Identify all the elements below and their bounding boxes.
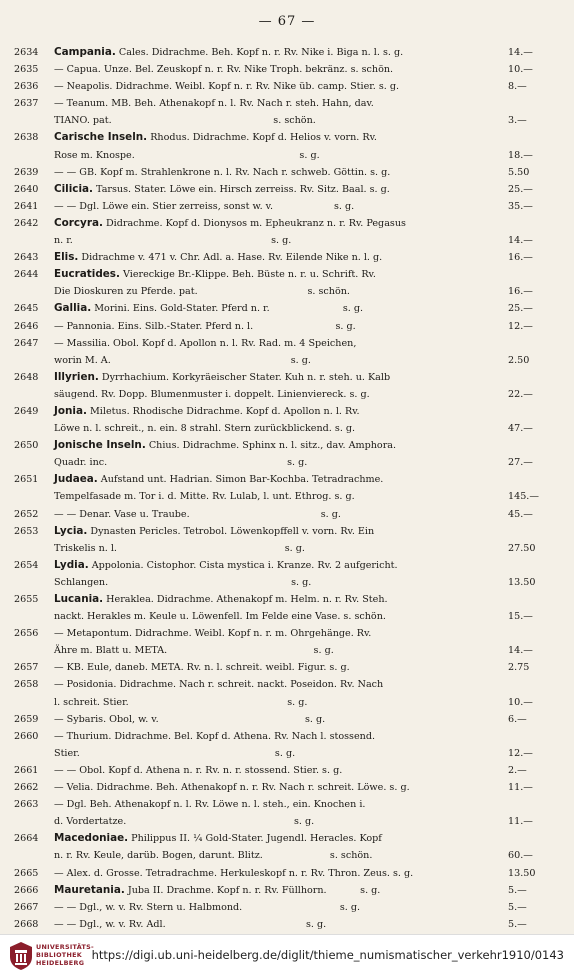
entry-price: 8.— xyxy=(508,81,527,93)
entry-line xyxy=(14,147,560,164)
entry-description: nackt. Herakles m. Keule u. Löwenfell. Im Felde eine Vase. s. schön. xyxy=(54,611,386,623)
entry-line xyxy=(14,249,560,266)
entry-description: — — GB. Kopf m. Strahlenkrone n. l. Rv. Nach r. schweb. Göttin. s. g. xyxy=(54,166,391,178)
catalog-entry xyxy=(14,95,560,129)
entry-line xyxy=(14,728,560,745)
viewer-footer xyxy=(0,934,574,978)
catalog-entry xyxy=(14,591,560,625)
entry-line xyxy=(14,488,560,505)
region-title: Elis. xyxy=(54,251,79,264)
entry-description: Viereckige Br.-Klippe. Beh. Büste n. r. u. Schrift. Rv. xyxy=(119,269,376,281)
entry-line xyxy=(14,711,560,728)
entry-line xyxy=(14,642,560,659)
entry-number: 2650 xyxy=(14,440,39,452)
catalog-entries xyxy=(14,44,560,934)
entry-description: Tempelfasade m. Tor i. d. Mitte. Rv. Lulab, l. unt. Ethrog. s. g. xyxy=(54,491,355,503)
entry-number: 2649 xyxy=(14,405,39,417)
catalog-entry xyxy=(14,215,560,249)
entry-description: Triskelis n. l. s. g. xyxy=(54,542,305,554)
catalog-entry xyxy=(14,523,560,557)
entry-price: 10.— xyxy=(508,696,533,708)
entry-price: 145.— xyxy=(508,491,539,503)
entry-line xyxy=(14,403,560,420)
catalog-entry xyxy=(14,78,560,95)
entry-price: 15.— xyxy=(508,611,533,623)
entry-number: 2657 xyxy=(14,662,39,674)
catalog-entry xyxy=(14,471,560,505)
entry-number: 2659 xyxy=(14,713,39,725)
entry-line xyxy=(14,745,560,762)
entry-number: 2661 xyxy=(14,764,39,776)
entry-line xyxy=(14,882,560,899)
entry-description: — Metapontum. Didrachme. Weibl. Kopf n. r. m. Ohrgehänge. Rv. xyxy=(54,628,372,640)
entry-number: 2665 xyxy=(14,867,39,879)
catalog-entry xyxy=(14,676,560,710)
entry-line xyxy=(14,95,560,112)
catalog-entry xyxy=(14,369,560,403)
entry-price: 16.— xyxy=(508,252,533,264)
region-title: Macedoniae. xyxy=(54,832,129,845)
entry-description: Morini. Eins. Gold-Stater. Pferd n. r. s. g. xyxy=(91,303,364,315)
entry-price: 45.— xyxy=(508,508,533,520)
entry-price: 5.— xyxy=(508,901,527,913)
entry-description: Die Dioskuren zu Pferde. pat. s. schön. xyxy=(54,286,350,298)
entry-line xyxy=(14,266,560,283)
entry-number: 2666 xyxy=(14,884,39,896)
entry-line xyxy=(14,318,560,335)
entry-description: — Capua. Unze. Bel. Zeuskopf n. r. Rv. Nike Troph. bekränz. s. schön. xyxy=(54,64,394,76)
entry-description: — Posidonia. Didrachme. Nach r. schreit. nackt. Poseidon. Rv. Nach xyxy=(54,679,384,691)
entry-line xyxy=(14,659,560,676)
entry-description: — — Obol. Kopf d. Athena n. r. Rv. n. r. stossend. Stier. s. g. xyxy=(54,764,343,776)
entry-description: Quadr. inc. s. g. xyxy=(54,457,308,469)
region-title: Illyrien. xyxy=(54,370,99,383)
entry-description: Rose m. Knospe. s. g. xyxy=(54,149,320,161)
entry-line xyxy=(14,78,560,95)
catalog-entry xyxy=(14,899,560,916)
entry-line xyxy=(14,574,560,591)
entry-number: 2654 xyxy=(14,559,39,571)
entry-description: — — Dgl., w. v. Rv. Adl. s. g. xyxy=(54,918,327,930)
entry-number: 2662 xyxy=(14,782,39,794)
entry-description: Philippus II. ¼ Gold-Stater. Jugendl. Heracles. Kopf xyxy=(128,833,382,845)
catalog-entry xyxy=(14,335,560,369)
entry-number: 2651 xyxy=(14,474,39,486)
entry-line xyxy=(14,865,560,882)
entry-description: Dynasten Pericles. Tetrobol. Löwenkopffell v. vorn. Rv. Ein xyxy=(87,525,375,537)
entry-number: 2637 xyxy=(14,98,39,110)
entry-description: Schlangen. s. g. xyxy=(54,576,312,588)
entry-description: worin M. A. s. g. xyxy=(54,354,311,366)
catalog-entry xyxy=(14,625,560,659)
entry-number: 2658 xyxy=(14,679,39,691)
entry-description: — Neapolis. Didrachme. Weibl. Kopf n. r. Rv. Nike üb. camp. Stier. s. g. xyxy=(54,81,400,93)
entry-description: — KB. Eule, daneb. META. Rv. n. l. schreit. weibl. Figur. s. g. xyxy=(54,662,350,674)
entry-description: Stier. s. g. xyxy=(54,747,296,759)
catalog-entry xyxy=(14,830,560,864)
catalog-entry xyxy=(14,437,560,471)
entry-number: 2643 xyxy=(14,252,39,264)
catalog-entry xyxy=(14,557,560,591)
entry-price: 14.— xyxy=(508,645,533,657)
entry-price: 5.— xyxy=(508,918,527,930)
entry-price: 22.— xyxy=(508,388,533,400)
entry-number: 2656 xyxy=(14,628,39,640)
entry-price: 12.— xyxy=(508,747,533,759)
entry-line xyxy=(14,335,560,352)
entry-price: 35.— xyxy=(508,200,533,212)
entry-description: — Thurium. Didrachme. Bel. Kopf d. Athena. Rv. Nach l. stossend. xyxy=(54,730,376,742)
entry-description: — Massilia. Obol. Kopf d. Apollon n. l. Rv. Rad. m. 4 Speichen, xyxy=(54,337,357,349)
entry-description: säugend. Rv. Dopp. Blumenmuster i. doppelt. Linienviereck. s. g. xyxy=(54,388,370,400)
entry-number: 2634 xyxy=(14,47,39,58)
entry-price: 10.— xyxy=(508,64,533,76)
entry-description: — — Dgl. Löwe ein. Stier zerreiss, sonst w. v. s. g. xyxy=(54,200,355,212)
entry-number: 2638 xyxy=(14,132,39,144)
catalog-entry xyxy=(14,882,560,899)
region-title: Gallia. xyxy=(54,302,92,315)
entry-number: 2639 xyxy=(14,166,39,178)
entry-number: 2664 xyxy=(14,833,39,845)
entry-description: — Velia. Didrachme. Beh. Athenakopf n. r. Rv. Nach r. schreit. Löwe. s. g. xyxy=(54,782,410,794)
entry-line xyxy=(14,386,560,403)
region-title: Lydia. xyxy=(54,558,89,571)
region-title: Corcyra. xyxy=(54,216,103,229)
entry-line xyxy=(14,591,560,608)
entry-line xyxy=(14,830,560,847)
entry-line xyxy=(14,369,560,386)
entry-number: 2642 xyxy=(14,217,39,229)
catalog-entry xyxy=(14,916,560,933)
catalog-entry xyxy=(14,44,560,61)
entry-description: TIANO. pat. s. schön. xyxy=(54,115,316,127)
entry-description: Didrachme. Kopf d. Dionysos m. Epheukranz n. r. Rv. Pegasus xyxy=(102,217,406,229)
catalog-entry xyxy=(14,865,560,882)
entry-number: 2648 xyxy=(14,371,39,383)
region-title: Campania. xyxy=(54,46,116,58)
region-title: Lycia. xyxy=(54,524,88,537)
entry-price: 2.50 xyxy=(508,354,530,366)
entry-description: l. schreit. Stier. s. g. xyxy=(54,696,308,708)
entry-line xyxy=(14,796,560,813)
entry-line xyxy=(14,129,560,146)
library-name: UNIVERSITÄTS- BIBLIOTHEK HEIDELBERG xyxy=(36,943,94,967)
catalog-entry xyxy=(14,198,560,215)
catalog-entry xyxy=(14,129,560,163)
region-title: Mauretania. xyxy=(54,883,125,896)
catalog-entry xyxy=(14,506,560,523)
entry-description: n. r. Rv. Keule, darüb. Bogen, darunt. Blitz. s. schön. xyxy=(54,850,373,862)
entry-price: 18.— xyxy=(508,149,533,161)
entry-price: 11.— xyxy=(508,782,533,794)
entry-number: 2653 xyxy=(14,525,39,537)
catalog-entry xyxy=(14,181,560,198)
entry-number: 2655 xyxy=(14,594,39,605)
entry-number: 2644 xyxy=(14,269,39,281)
entry-price: 27.— xyxy=(508,457,533,469)
entry-description: n. r. s. g. xyxy=(54,235,292,247)
entry-line xyxy=(14,164,560,181)
entry-line xyxy=(14,181,560,198)
catalog-entry xyxy=(14,318,560,335)
entry-price: 11.— xyxy=(508,816,533,828)
entry-line xyxy=(14,813,560,830)
region-title: Cilicia. xyxy=(54,182,93,195)
region-title: Jonische Inseln. xyxy=(54,439,146,452)
region-title: Judaea. xyxy=(54,473,98,486)
entry-description: — Teanum. MB. Beh. Athenakopf n. l. Rv. Nach r. steh. Hahn, dav. xyxy=(54,98,374,110)
entry-line xyxy=(14,61,560,78)
entry-line xyxy=(14,283,560,300)
entry-line xyxy=(14,625,560,642)
region-title: Jonia. xyxy=(54,404,87,417)
catalog-entry xyxy=(14,659,560,676)
catalog-entry xyxy=(14,796,560,830)
entry-line xyxy=(14,112,560,129)
entry-line xyxy=(14,420,560,437)
entry-description: Tarsus. Stater. Löwe ein. Hirsch zerreiss. Rv. Sitz. Baal. s. g. xyxy=(93,183,390,195)
region-title: Carische Inseln. xyxy=(54,131,148,144)
entry-line xyxy=(14,899,560,916)
entry-number: 2645 xyxy=(14,303,39,315)
entry-line xyxy=(14,540,560,557)
entry-price: 14.— xyxy=(508,47,533,58)
source-url-link[interactable]: https://digi.ub.uni-heidelberg.de/diglit/thieme_numismatischer_verkehr1910/0143 xyxy=(91,948,564,962)
entry-price: 14.— xyxy=(508,235,533,247)
entry-line xyxy=(14,779,560,796)
entry-description: — Sybaris. Obol, w. v. s. g. xyxy=(54,713,326,725)
entry-price: 13.50 xyxy=(508,576,536,588)
entry-description: Heraklea. Didrachme. Athenakopf m. Helm. n. r. Rv. Steh. xyxy=(103,594,388,605)
entry-number: 2647 xyxy=(14,337,39,349)
entry-description: Aufstand unt. Hadrian. Simon Bar-Kochba. Tetradrachme. xyxy=(97,474,384,486)
entry-description: Rhodus. Didrachme. Kopf d. Helios v. vorn. Rv. xyxy=(147,132,377,144)
catalog-entry xyxy=(14,249,560,266)
entry-price: 12.— xyxy=(508,320,533,332)
entry-line xyxy=(14,847,560,864)
entry-price: 16.— xyxy=(508,286,533,298)
catalog-entry xyxy=(14,728,560,762)
entry-price: 6.— xyxy=(508,713,527,725)
entry-description: Chius. Didrachme. Sphinx n. l. sitz., dav. Amphora. xyxy=(145,440,397,452)
entry-price: 60.— xyxy=(508,850,533,862)
entry-line xyxy=(14,762,560,779)
entry-number: 2660 xyxy=(14,730,39,742)
entry-price: 25.— xyxy=(508,303,533,315)
entry-description: — Dgl. Beh. Athenakopf n. l. Rv. Löwe n. l. steh., ein. Knochen i. xyxy=(54,799,366,811)
entry-description: d. Vordertatze. s. g. xyxy=(54,816,315,828)
entry-price: 2.75 xyxy=(508,662,530,674)
catalog-entry xyxy=(14,711,560,728)
entry-price: 27.50 xyxy=(508,542,536,554)
entry-number: 2646 xyxy=(14,320,39,332)
entry-description: Didrachme v. 471 v. Chr. Adl. a. Hase. Rv. Eilende Nike n. l. g. xyxy=(78,252,383,264)
entry-description: Cales. Didrachme. Beh. Kopf n. r. Rv. Nike i. Biga n. l. s. g. xyxy=(115,47,404,58)
entry-line xyxy=(14,471,560,488)
entry-description: Miletus. Rhodische Didrachme. Kopf d. Apollon n. l. Rv. xyxy=(86,405,360,417)
entry-price: 47.— xyxy=(508,423,533,435)
university-seal-icon xyxy=(8,941,34,971)
entry-description: Dyrrhachium. Korkyräeischer Stater. Kuh n. r. steh. u. Kalb xyxy=(98,371,391,383)
entry-line xyxy=(14,454,560,471)
catalog-entry xyxy=(14,403,560,437)
catalog-entry xyxy=(14,779,560,796)
catalog-entry xyxy=(14,762,560,779)
entry-line xyxy=(14,300,560,317)
entry-description: Ähre m. Blatt u. META. s. g. xyxy=(54,645,334,657)
entry-price: 2.— xyxy=(508,764,527,776)
region-title: Eucratides. xyxy=(54,268,120,281)
entry-line xyxy=(14,676,560,693)
entry-number: 2641 xyxy=(14,200,39,212)
entry-line xyxy=(14,523,560,540)
entry-line xyxy=(14,232,560,249)
entry-number: 2636 xyxy=(14,81,39,93)
entry-line xyxy=(14,916,560,933)
entry-line xyxy=(14,557,560,574)
page-number: — 67 — xyxy=(258,14,316,29)
entry-number: 2663 xyxy=(14,799,39,811)
catalog-entry xyxy=(14,266,560,300)
entry-line xyxy=(14,437,560,454)
entry-description: Löwe n. l. schreit., n. ein. 8 strahl. Stern zurückblickend. s. g. xyxy=(54,423,356,435)
entry-line xyxy=(14,694,560,711)
entry-line xyxy=(14,198,560,215)
entry-line xyxy=(14,352,560,369)
entry-description: — — Dgl., w. v. Rv. Stern u. Halbmond. s. g. xyxy=(54,901,361,913)
entry-line xyxy=(14,608,560,625)
entry-price: 3.— xyxy=(508,115,527,127)
entry-number: 2640 xyxy=(14,183,39,195)
catalog-entry xyxy=(14,61,560,78)
entry-description: Appolonia. Cistophor. Cista mystica i. Kranze. Rv. 2 aufgericht. xyxy=(88,559,398,571)
entry-description: Juba II. Drachme. Kopf n. r. Rv. Füllhorn. s. g. xyxy=(124,884,381,896)
entry-number: 2667 xyxy=(14,901,39,913)
entry-line xyxy=(14,215,560,232)
entry-line xyxy=(14,506,560,523)
entry-number: 2668 xyxy=(14,918,39,930)
entry-price: 5.— xyxy=(508,884,527,896)
region-title: Lucania. xyxy=(54,593,104,605)
entry-description: — Pannonia. Eins. Silb.-Stater. Pferd n. l. s. g. xyxy=(54,320,356,332)
entry-description: — — Denar. Vase u. Traube. s. g. xyxy=(54,508,341,520)
entry-price: 25.— xyxy=(508,183,533,195)
entry-price: 5.50 xyxy=(508,166,530,178)
entry-price: 13.50 xyxy=(508,867,536,879)
entry-line xyxy=(14,44,560,61)
catalog-entry xyxy=(14,300,560,317)
entry-description: — Alex. d. Grosse. Tetradrachme. Herkuleskopf n. r. Rv. Thron. Zeus. s. g. xyxy=(54,867,414,879)
entry-number: 2635 xyxy=(14,64,39,76)
entry-number: 2652 xyxy=(14,508,39,520)
catalog-entry xyxy=(14,164,560,181)
